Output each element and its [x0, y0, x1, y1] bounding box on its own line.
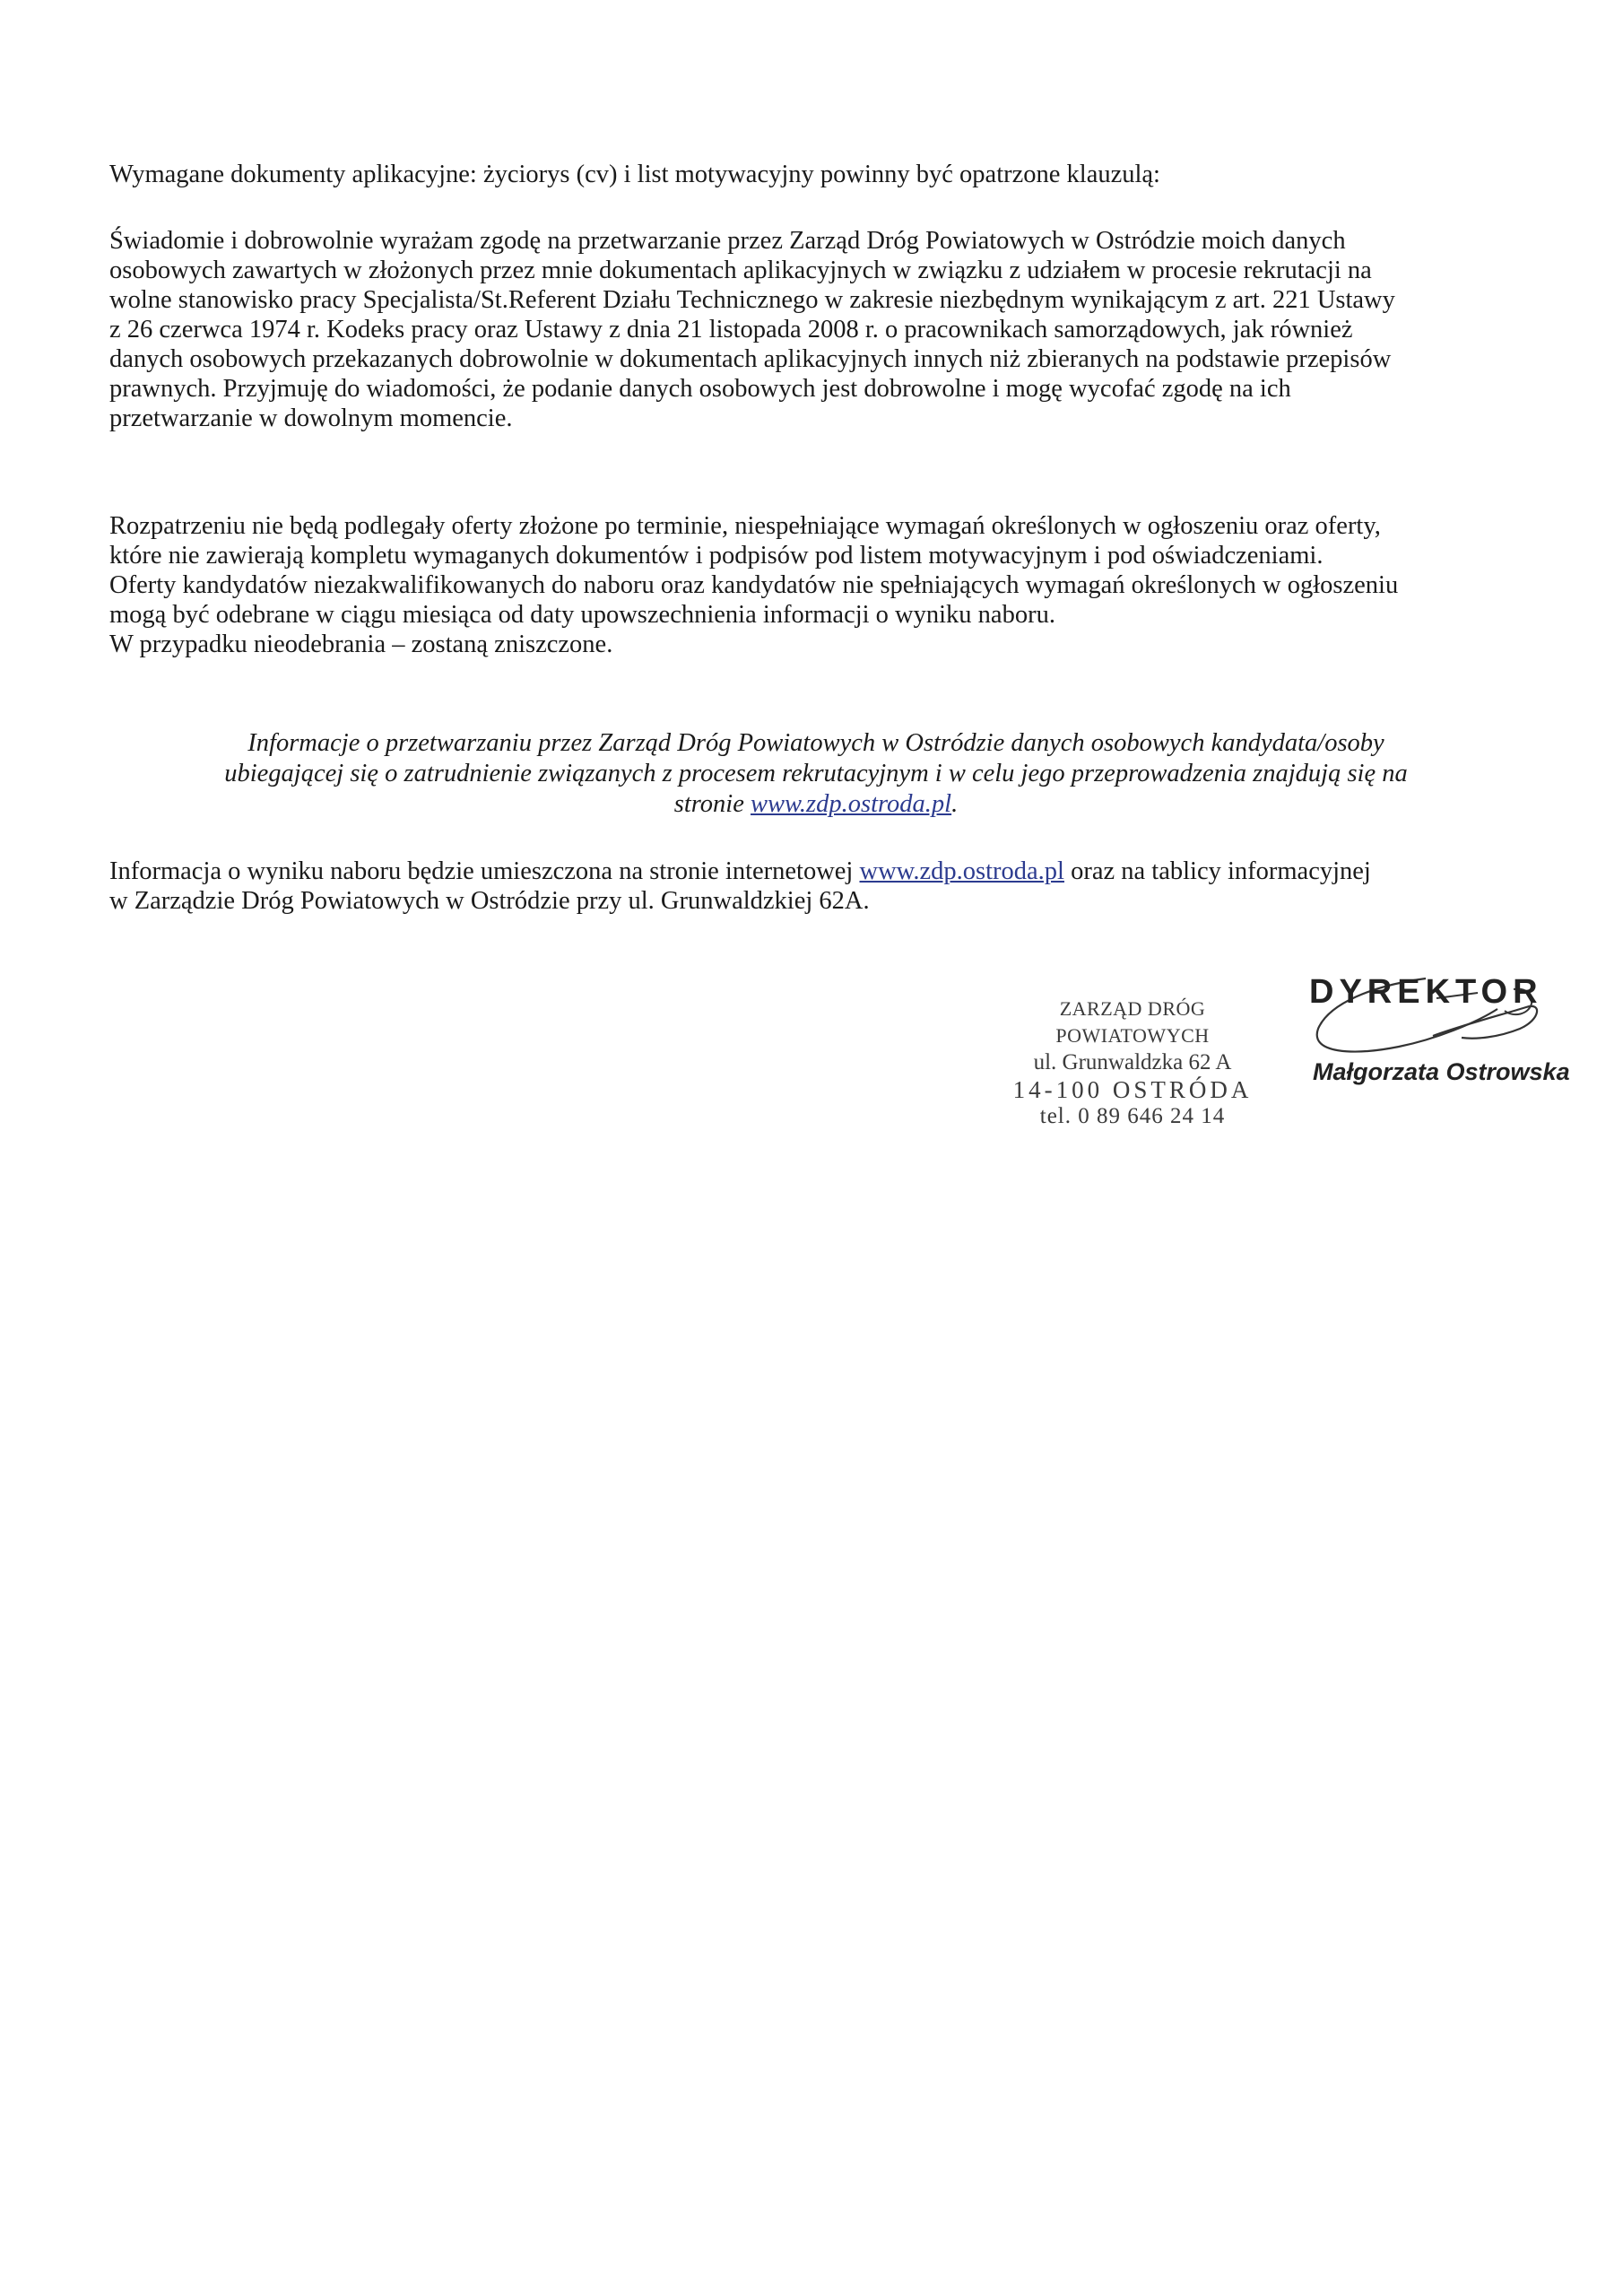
privacy-info [135, 728, 1497, 820]
results-info-line [109, 857, 1505, 886]
director-name: Małgorzata Ostrowska [1313, 1058, 1570, 1085]
privacy-info-line: ubiegającej się o zatrudnienie związanych z procesem rekrutacyjnym i w celu jego przeprowadzenia znajdują się na [224, 759, 1408, 787]
clause-line: przetwarzanie w dowolnym momencie. [109, 404, 513, 432]
consent-clause [109, 226, 1505, 433]
privacy-info-link[interactable]: www.zdp.ostroda.pl [751, 789, 952, 818]
rules-line: W przypadku nieodebrania – zostaną zniszczone. [109, 631, 613, 658]
stamp-name: ZARZĄD DRÓG POWIATOWYCH [1055, 997, 1210, 1047]
privacy-info-prefix: stronie [673, 789, 751, 818]
rules-line: Rozpatrzeniu nie będą podlegały oferty złożone po terminie, niespełniające wymagań określonych w ogłoszeniu oraz oferty, [109, 512, 1381, 540]
stamp-city: 14-100 OSTRÓDA [1012, 1076, 1253, 1103]
clause-line: prawnych. Przyjmuję do wiadomości, że podanie danych osobowych jest dobrowolne i mogę wycofać zgodę na ich [109, 375, 1291, 403]
rules-line: które nie zawierają kompletu wymaganych dokumentów i podpisów pod listem motywacyjnym i pod oświadczeniami. [109, 542, 1324, 570]
privacy-info-line [135, 789, 1497, 820]
requirements-heading: Wymagane dokumenty aplikacyjne: życiorys (cv) i list motywacyjny powinny być opatrzone klauzulą: [109, 161, 1160, 188]
rules-line: mogą być odebrane w ciągu miesiąca od daty upowszechnienia informacji o wyniku naboru. [109, 601, 1055, 629]
results-info-link[interactable]: www.zdp.ostroda.pl [859, 857, 1064, 885]
office-stamp [985, 996, 1280, 1130]
director-title: DYREKTOR [1309, 973, 1543, 1011]
privacy-info-suffix: . [951, 789, 959, 818]
rules-line: Oferty kandydatów niezakwalifikowanych do naboru oraz kandydatów nie spełniających wymagań określonych w ogłoszeniu [109, 571, 1399, 599]
results-info [109, 857, 1505, 916]
results-info-suffix: oraz na tablicy informacyjnej [1063, 857, 1371, 885]
director-signature-block [1291, 973, 1578, 1108]
stamp-street: ul. Grunwaldzka 62 A [1033, 1050, 1232, 1074]
results-info-line: w Zarządzie Dróg Powiatowych w Ostródzie przy ul. Grunwaldzkiej 62A. [109, 887, 870, 915]
clause-line: z 26 czerwca 1974 r. Kodeks pracy oraz Ustawy z dnia 21 listopada 2008 r. o pracownikach samorządowych, jak również [109, 316, 1353, 344]
clause-line: danych osobowych przekazanych dobrowolnie w dokumentach aplikacyjnych innych niż zbieranych na podstawie przepisów [109, 345, 1392, 373]
rules-paragraph [109, 511, 1505, 659]
privacy-info-line: Informacje o przetwarzaniu przez Zarząd Dróg Powiatowych w Ostródzie danych osobowych kandydata/osoby [247, 728, 1384, 757]
clause-line: Świadomie i dobrowolnie wyrażam zgodę na przetwarzanie przez Zarząd Dróg Powiatowych w Ostródzie moich danych [109, 227, 1346, 255]
clause-line: osobowych zawartych w złożonych przez mnie dokumentach aplikacyjnych w związku z udziałem w procesie rekrutacji na [109, 257, 1372, 284]
results-info-prefix: Informacja o wyniku naboru będzie umieszczona na stronie internetowej [109, 857, 860, 885]
clause-line: wolne stanowisko pracy Specjalista/St.Referent Działu Technicznego w zakresie niezbędnym wynikającym z art. 221 Ustawy [109, 286, 1395, 314]
stamp-phone: tel. 0 89 646 24 14 [1039, 1104, 1226, 1128]
